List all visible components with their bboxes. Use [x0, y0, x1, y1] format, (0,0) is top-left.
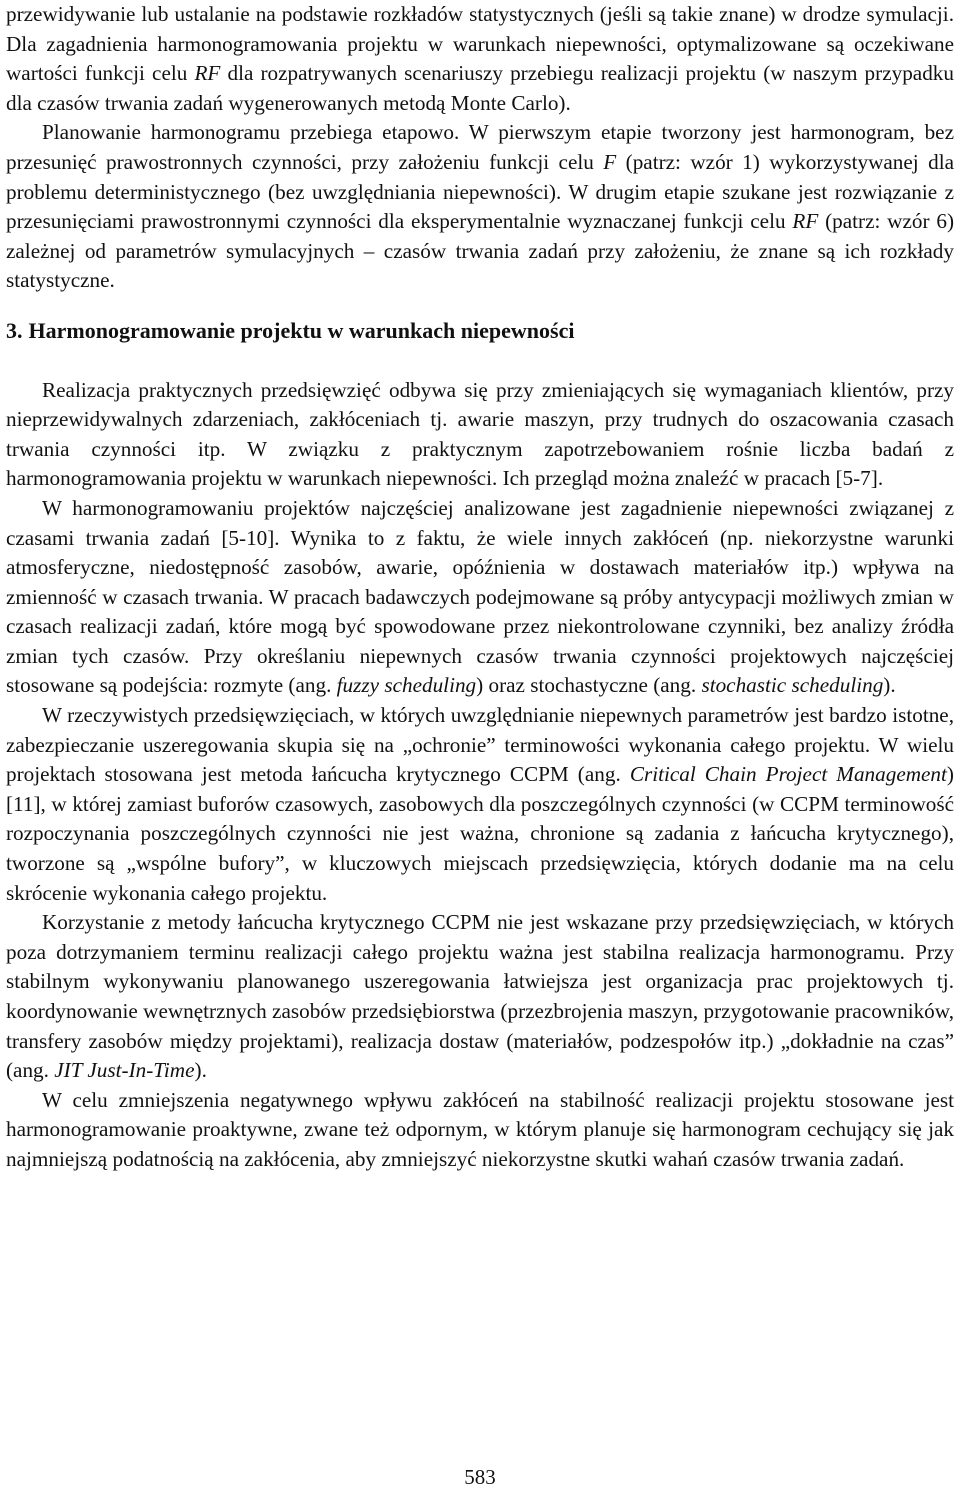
italic-term: RF	[194, 61, 221, 86]
text-run: (patrz: wzór 6) zależnej od parametrów symulacyjnych – czasów trwania zadań przy założeniu, że znane są ich rozkłady statystyczne.	[6, 209, 954, 293]
text-run: ).	[194, 1058, 207, 1083]
text-run: W celu zmniejszenia negatywnego wpływu zakłóceń na stabilność realizacji projektu stosowane jest harmonogramowanie proaktywne, zwane też odpornym, w którym planuje się harmonogram cechujący się jak najmniejszą podatnością na zakłócenia, aby zmniejszyć niekorzystne skutki wahań czasów trwania zadań.	[6, 1087, 954, 1171]
section-number: 3.	[6, 317, 23, 343]
text-run: przewidywanie lub ustalanie na podstawie rozkładów statystycznych (jeśli są takie znane) w drodze symulacji. Dla zagadnienia harmonogramowania projektu w warunkach niepewności, optymalizowane są oczekiwane wartości funkcji celu	[6, 2, 954, 86]
text-run: W rzeczywistych przedsięwzięciach, w których uwzględnianie niepewnych parametrów jest bardzo istotne, zabezpieczanie uszeregowania skupia się na „ochronie” terminowości wykonania całego projektu. W wielu projektach stosowana jest metoda łańcucha krytycznego CCPM (ang.	[6, 703, 954, 787]
italic-term: RF	[792, 209, 819, 234]
paragraph	[6, 0, 954, 118]
text-run: (patrz: wzór 1) wykorzystywanej dla problemu deterministycznego (bez uwzględniania niepewności). W drugim etapie szukane jest rozwiązanie z przesunięciami prawostronnymi czynności dla eksperymentalnie wyznaczanej funkcji celu	[6, 149, 955, 234]
text-run: Realizacja praktycznych przedsięwzięć odbywa się przy zmieniających się wymaganiach klientów, przy nieprzewidywalnych zdarzeniach, zakłóceniach tj. awarie maszyn, przy trudnych do oszacowania czasach trwania czynności itp. W związku z praktycznym zapotrzebowaniem rośnie liczba badań z harmonogramowania projektu w warunkach niepewności. Ich przegląd można znaleźć w pracach [5-7].	[6, 377, 954, 491]
section-heading	[6, 316, 954, 346]
text-run: Korzystanie z metody łańcucha krytycznego CCPM nie jest wskazane przy przedsięwzięciach, w których poza dotrzymaniem terminu realizacji całego projektu ważna jest stabilna realizacja harmonogramu. Przy stabilnym wykonywaniu planowanego uszeregowania łatwiejsza jest organizacja prac projektowych tj. koordynowanie wewnętrznych zasobów przedsiębiorstwa (przezbrojenia maszyn, przygotowanie pracowników, transfery zasobów między projektami), realizacja dostaw (materiałów, podzespołów itp.) „dokładnie na czas” (ang.	[6, 910, 954, 1083]
italic-term: F	[603, 149, 617, 174]
italic-term: stochastic scheduling	[701, 673, 884, 698]
paragraph	[6, 376, 954, 494]
paragraph	[6, 494, 954, 701]
paragraph	[6, 118, 954, 296]
section-title: Harmonogramowanie projektu w warunkach niepewności	[28, 317, 575, 343]
paragraph	[6, 701, 954, 908]
page-number: 583	[464, 1465, 496, 1489]
italic-term: fuzzy scheduling	[336, 673, 477, 698]
text-run: ).	[883, 673, 896, 698]
text-run: ) oraz stochastyczne (ang.	[476, 673, 702, 698]
paragraph	[6, 1086, 954, 1175]
text-run: dla rozpatrywanych scenariuszy przebiegu realizacji projektu (w naszym przypadku dla czasów trwania zadań wygenerowanych metodą Monte Carlo).	[6, 61, 954, 115]
text-run: W harmonogramowaniu projektów najczęściej analizowane jest zagadnienie niepewności związanej z czasami trwania zadań [5-10]. Wynika to z faktu, że wiele innych zakłóceń (np. niekorzystne warunki atmosferyczne, niedostępność zasobów, awarie, opóźnienia w dostawach materiałów itp.) wpływa na zmienność w czasach trwania. W pracach badawczych podejmowane są próby antycypacji możliwych zmian w czasach realizacji zadań, które mogą być spowodowane przez niekontrolowane czynniki, bez analizy źródła zmian tych czasów. Przy określaniu niepewnych czasów trwania czynności projektowych najczęściej stosowane są podejścia: rozmyte (ang.	[6, 495, 954, 698]
text-run: Planowanie harmonogramu przebiega etapowo. W pierwszym etapie tworzony jest harmonogram, bez przesunięć prawostronnych czynności, przy założeniu funkcji celu	[6, 120, 954, 174]
text-run: ) [11], w której zamiast buforów czasowych, zasobowych dla poszczególnych czynności (w CCPM terminowość rozpoczynania poszczególnych czynności nie jest ważna, chronione są zadania z łańcucha krytycznego), tworzone są „wspólne bufory”, w kluczowych miejscach przedsięwzięcia, których dodanie ma na celu skrócenie wykonania całego projektu.	[6, 762, 954, 905]
paragraph	[6, 908, 954, 1086]
italic-term: JIT Just-In-Time	[54, 1058, 195, 1083]
italic-term: Critical Chain Project Management	[629, 762, 947, 787]
document-page	[6, 0, 954, 1175]
